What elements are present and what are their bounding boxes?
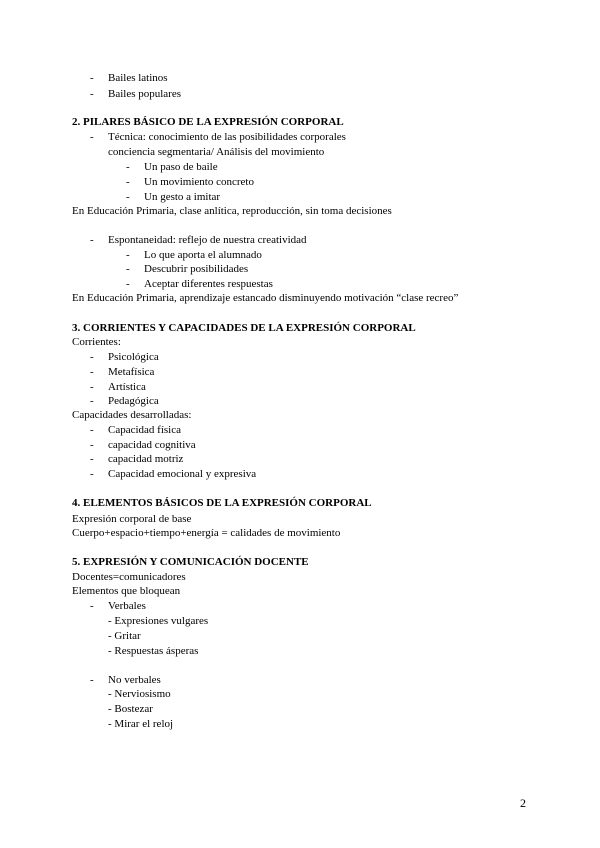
paragraph: En Educación Primaria, aprendizaje estancado disminuyendo motivación “clase recreo”: [72, 292, 459, 304]
sub-list-item: - Bostezar: [108, 703, 153, 715]
sub-list-item: Descubrir posibilidades: [144, 263, 249, 275]
bullet-dash: -: [126, 176, 130, 188]
list-item: Técnica: conocimiento de las posibilidades corporales: [108, 131, 346, 143]
sub-list-item: - Gritar: [108, 630, 141, 642]
list-item: Psicológica: [108, 351, 159, 363]
bullet-dash: -: [90, 468, 94, 480]
sub-list-item: Un paso de baile: [144, 161, 218, 173]
list-item: Bailes populares: [108, 88, 182, 100]
list-item: Artística: [108, 381, 146, 393]
list-item: Pedagógica: [108, 395, 159, 407]
section-heading-3: 3. CORRIENTES Y CAPACIDADES DE LA EXPRESIÓN CORPORAL: [72, 322, 416, 334]
bullet-dash: -: [90, 424, 94, 436]
list-item-continuation: conciencia segmentaria/ Análisis del movimiento: [108, 146, 325, 158]
bullet-dash: -: [90, 234, 94, 246]
paragraph: Cuerpo+espacio+tiempo+energía = calidades de movimiento: [72, 527, 341, 539]
bullet-dash: -: [90, 600, 94, 612]
sub-list-item: - Nerviosismo: [108, 688, 171, 700]
paragraph: Docentes=comunicadores: [72, 571, 186, 583]
bullet-dash: -: [126, 161, 130, 173]
list-item: Metafísica: [108, 366, 155, 378]
bullet-dash: -: [90, 131, 94, 143]
section-heading-5: 5. EXPRESIÓN Y COMUNICACIÓN DOCENTE: [72, 556, 309, 568]
list-item: Capacidad física: [108, 424, 181, 436]
bullet-dash: -: [90, 366, 94, 378]
bullet-dash: -: [126, 263, 130, 275]
paragraph: Expresión corporal de base: [72, 513, 192, 525]
sub-list-item: - Expresiones vulgares: [108, 615, 209, 627]
bullet-dash: -: [90, 72, 94, 84]
sub-list-item: - Mirar el reloj: [108, 718, 174, 730]
list-item: Bailes latinos: [108, 72, 168, 84]
sub-list-item: Un gesto a imitar: [144, 191, 221, 203]
bullet-dash: -: [90, 439, 94, 451]
sub-list-item: Aceptar diferentes respuestas: [144, 278, 273, 290]
bullet-dash: -: [126, 278, 130, 290]
bullet-dash: -: [126, 249, 130, 261]
bullet-dash: -: [126, 191, 130, 203]
list-item: Verbales: [108, 600, 146, 612]
section-heading-2: 2. PILARES BÁSICO DE LA EXPRESIÓN CORPORAL: [72, 116, 344, 128]
list-item: capacidad motriz: [108, 453, 184, 465]
paragraph: En Educación Primaria, clase anlítica, reproducción, sin toma decisiones: [72, 205, 392, 217]
paragraph: Elementos que bloquean: [72, 585, 181, 597]
bullet-dash: -: [90, 88, 94, 100]
sub-list-item: Un movimiento concreto: [144, 176, 254, 188]
list-item: No verbales: [108, 674, 161, 686]
section-heading-4: 4. ELEMENTOS BÁSICOS DE LA EXPRESIÓN CORPORAL: [72, 497, 372, 509]
list-item: Espontaneidad: reflejo de nuestra creatividad: [108, 234, 307, 246]
sub-list-item: Lo que aporta el alumnado: [144, 249, 262, 261]
list-item: Capacidad emocional y expresiva: [108, 468, 257, 480]
bullet-dash: -: [90, 395, 94, 407]
bullet-dash: -: [90, 674, 94, 686]
paragraph: Corrientes:: [72, 336, 121, 348]
paragraph: Capacidades desarrolladas:: [72, 409, 192, 421]
bullet-dash: -: [90, 381, 94, 393]
bullet-dash: -: [90, 351, 94, 363]
sub-list-item: - Respuestas ásperas: [108, 645, 199, 657]
page-number: 2: [520, 796, 526, 810]
bullet-dash: -: [90, 453, 94, 465]
list-item: capacidad cognitiva: [108, 439, 196, 451]
